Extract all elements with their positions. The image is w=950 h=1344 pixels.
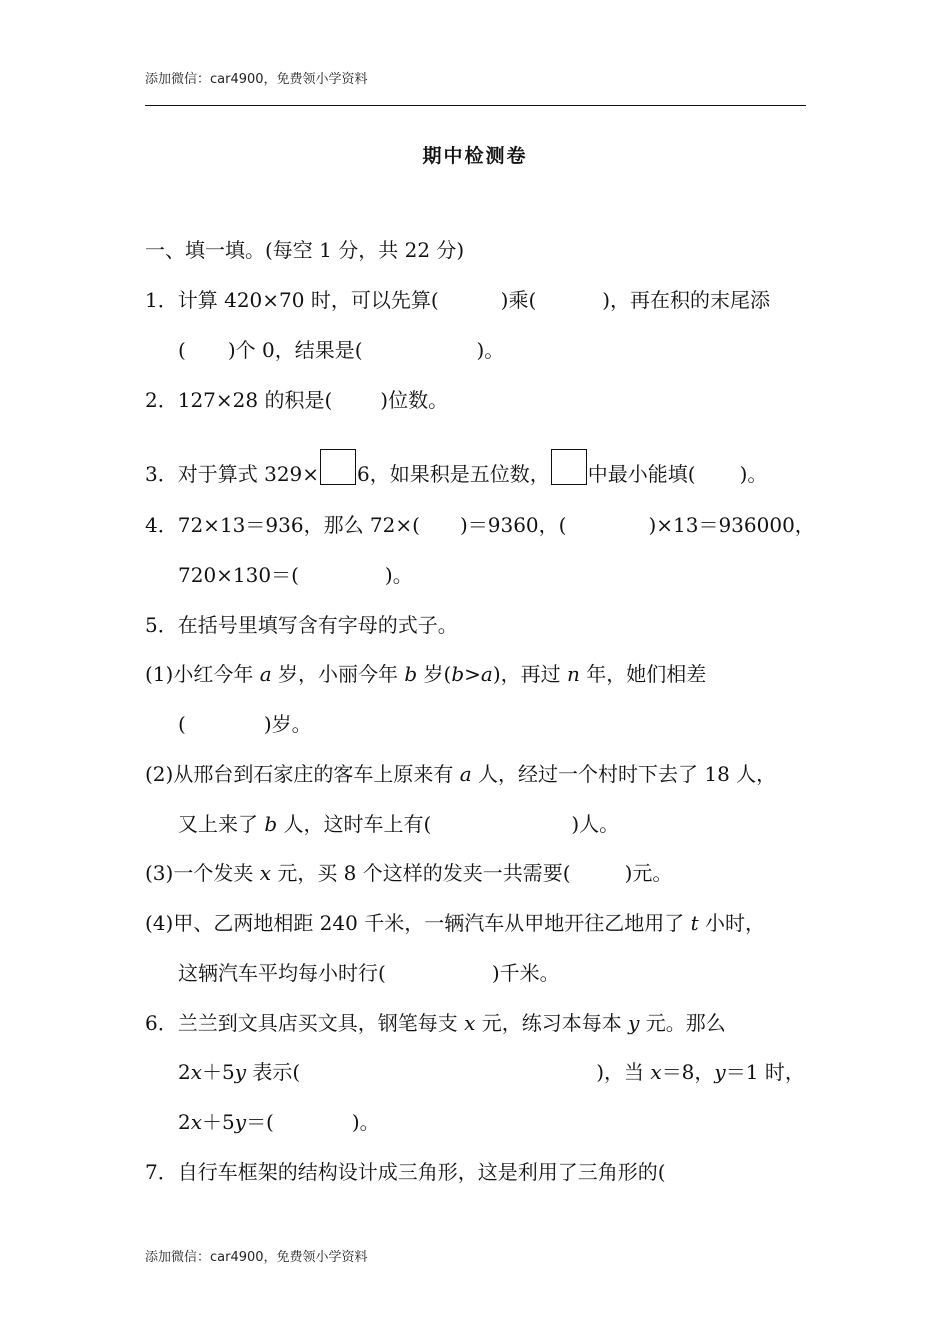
question-7: 7．自行车框架的结构设计成三角形，这是利用了三角形的( <box>145 1160 666 1184</box>
question-3: 3．对于算式 329× 6，如果积是五位数， 中最小能填( )。 <box>145 449 767 487</box>
question-5-part-1: (1)小红今年 a 岁，小丽今年 b 岁(b>a)，再过 n 年，她们相差 <box>145 662 707 686</box>
question-4-line-1: 4．72×13＝936，那么 72×( )＝9360，( )×13＝936000， <box>145 513 815 537</box>
question-5-part-4: (4)甲、乙两地相距 240 千米，一辆汽车从甲地开往乙地用了 t 小时， <box>145 911 765 935</box>
question-number: 6． <box>145 1011 178 1035</box>
question-6-line-2: 2x＋5y 表示( )，当 x＝8，y＝1 时， <box>178 1060 805 1084</box>
question-6-line-3: 2x＋5y＝( )。 <box>178 1110 380 1134</box>
question-number: 2． <box>145 388 178 412</box>
question-5: 5．在括号里填写含有字母的式子。 <box>145 613 458 637</box>
page-footer-note: 添加微信：car4900，免费领小学资料 <box>145 1250 368 1265</box>
question-1-line-2: ( )个 0，结果是( )。 <box>178 338 505 362</box>
section-heading: 一、填一填。(每空 1 分，共 22 分) <box>145 238 465 262</box>
question-5-part-2-answer: 又上来了 b 人，这时车上有( )人。 <box>178 812 620 836</box>
question-5-part-2: (2)从邢台到石家庄的客车上原来有 a 人，经过一个村时下去了 18 人， <box>145 762 777 786</box>
question-number: 4． <box>145 513 178 537</box>
question-6-line-1: 6．兰兰到文具店买文具，钢笔每支 x 元，练习本每本 y 元。那么 <box>145 1011 726 1035</box>
question-4-line-2: 720×130＝( )。 <box>178 563 413 587</box>
question-5-part-3: (3)一个发夹 x 元，买 8 个这样的发夹一共需要( )元。 <box>145 861 673 885</box>
question-number: 1． <box>145 288 178 312</box>
page-header-note: 添加微信：car4900，免费领小学资料 <box>145 72 368 87</box>
question-number: 7． <box>145 1160 178 1184</box>
question-number: 5． <box>145 613 178 637</box>
digit-box[interactable] <box>320 449 356 485</box>
digit-box[interactable] <box>551 449 587 485</box>
question-1-line-1: 1．计算 420×70 时，可以先算( )乘( )，再在积的末尾添 <box>145 288 771 312</box>
header-rule <box>145 105 806 106</box>
question-5-part-1-answer: ( )岁。 <box>178 712 312 736</box>
question-2: 2．127×28 的积是( )位数。 <box>145 388 449 412</box>
page-title: 期中检测卷 <box>422 145 528 167</box>
question-5-part-4-answer: 这辆汽车平均每小时行( )千米。 <box>178 961 560 985</box>
question-number: 3． <box>145 462 178 486</box>
